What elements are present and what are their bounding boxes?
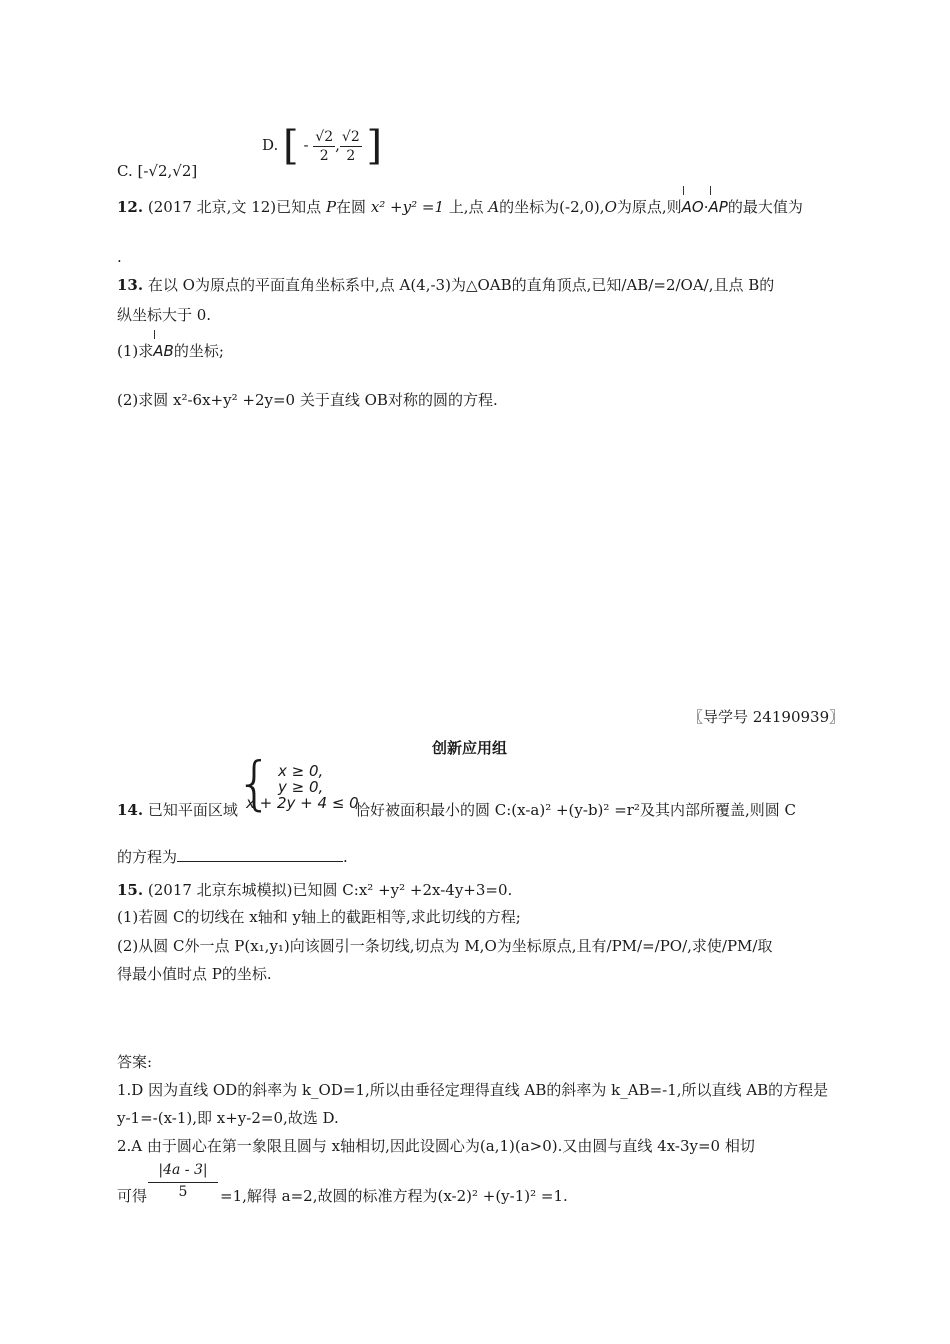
point-p: P	[325, 198, 337, 216]
question-text: (2017 北京,文 12)已知点	[147, 198, 326, 216]
question-number: 15.	[117, 881, 144, 899]
circle-equation: x² +y² =1	[370, 198, 444, 216]
right-bracket: ]	[366, 123, 383, 169]
question-text: 为原点,则	[616, 198, 682, 216]
fraction-neg-sqrt2-over-2	[313, 128, 335, 165]
question-13-line-1	[117, 275, 774, 295]
option-c-label: C.	[117, 162, 133, 180]
answer-blank	[177, 847, 343, 862]
fraction-numerator: √2	[315, 128, 334, 145]
left-bracket: [	[283, 123, 299, 169]
section-title: 创新应用组	[432, 739, 508, 757]
inequality-1: x ≥ 0,	[278, 762, 324, 780]
vector-ap: AP	[708, 198, 728, 216]
question-text: 的最大值为	[727, 198, 803, 216]
answer-2-line-1: 2.A 由于圆心在第一象限且圆与 x轴相切,因此设圆心为(a,1)(a>0).又由圆与直线 4x-3y=0 相切	[117, 1137, 755, 1155]
answer-2-prefix: 可得	[117, 1187, 148, 1205]
question-text: 在以 O为原点的平面直角坐标系中,点 A(4,-3)为△OAB的直角顶点,已知/AB/=2/OA/,且点 B的	[147, 276, 775, 294]
fraction-numerator: |4a - 3|	[148, 1158, 218, 1183]
point-a: A	[488, 198, 500, 216]
question-text: 的坐标为(-2,0),	[499, 198, 605, 216]
question-13-part-2: (2)求圆 x²-6x+y² +2y=0 关于直线 OB对称的圆的方程.	[117, 391, 498, 409]
question-text: (2017 北京东城模拟)已知圆 C:x² +y² +2x-4y+3=0.	[147, 881, 513, 899]
question-text: 的方程为	[117, 848, 178, 866]
answer-1-line-2: y-1=-(x-1),即 x+y-2=0,故选 D.	[117, 1109, 339, 1127]
question-14-lead	[117, 800, 238, 820]
question-15-part-1: (1)若圆 C的切线在 x轴和 y轴上的截距相等,求此切线的方程;	[117, 908, 521, 926]
question-end: .	[343, 848, 348, 866]
answer-2-rest: =1,解得 a=2,故圆的标准方程为(x-2)² +(y-1)² =1.	[220, 1187, 568, 1205]
question-14-text: 恰好被面积最小的圆 C:(x-a)² +(y-b)² =r²及其内部所覆盖,则圆 C	[355, 801, 796, 819]
part-text: (1)求	[117, 342, 154, 360]
question-text: 在圆	[336, 198, 371, 216]
fraction-numerator: √2	[341, 128, 360, 145]
fraction-denominator: 2	[319, 147, 329, 164]
vector-ab: AB	[153, 342, 174, 360]
option-d-label: D.	[262, 136, 279, 154]
fraction-abs-4a-3-over-5	[148, 1158, 218, 1201]
question-number: 13.	[117, 276, 144, 294]
part-text: 的坐标;	[173, 342, 224, 360]
question-text: 已知平面区域	[147, 801, 238, 819]
question-15-part-2: (2)从圆 C外一点 P(x₁,y₁)向该圆引一条切线,切点为 M,O为坐标原点,且有/PM/=/PO/,求使/PM/取	[117, 937, 773, 955]
inequality-2: y ≥ 0,	[278, 778, 324, 796]
fraction-sqrt2-over-2	[340, 128, 362, 165]
option-c	[117, 161, 197, 181]
question-13-part-1	[117, 341, 224, 361]
question-13-line-2: 纵坐标大于 0.	[117, 306, 212, 324]
inequality-3: x + 2y + 4 ≤ 0	[246, 794, 359, 812]
system-brace: {	[236, 749, 273, 817]
guide-number: 〖导学号 24190939〗	[688, 708, 845, 726]
fraction-denominator: 5	[178, 1184, 188, 1200]
question-15-part-2b: 得最小值时点 P的坐标.	[117, 965, 272, 983]
question-12-end: .	[117, 248, 122, 266]
option-c-text: [-√2,√2]	[137, 162, 198, 180]
answers-heading: 答案:	[117, 1053, 153, 1071]
question-15-line-1	[117, 880, 512, 900]
option-d-comma: ,	[335, 136, 340, 154]
question-14-line-2	[117, 847, 348, 867]
question-text: 上,点	[444, 198, 489, 216]
answer-1-line-1: 1.D 因为直线 OD的斜率为 k_OD=1,所以由垂径定理得直线 AB的斜率为 k_AB=-1,所以直线 AB的方程是	[117, 1081, 829, 1099]
point-o: O	[604, 198, 617, 216]
option-d-minus: -	[303, 136, 309, 154]
question-number: 12.	[117, 198, 144, 216]
option-d	[262, 123, 383, 169]
fraction-denominator: 2	[346, 147, 356, 164]
question-12	[117, 197, 803, 217]
dot-product-symbol: ·	[703, 198, 709, 216]
vector-ao: AO	[681, 198, 704, 216]
question-number: 14.	[117, 801, 144, 819]
